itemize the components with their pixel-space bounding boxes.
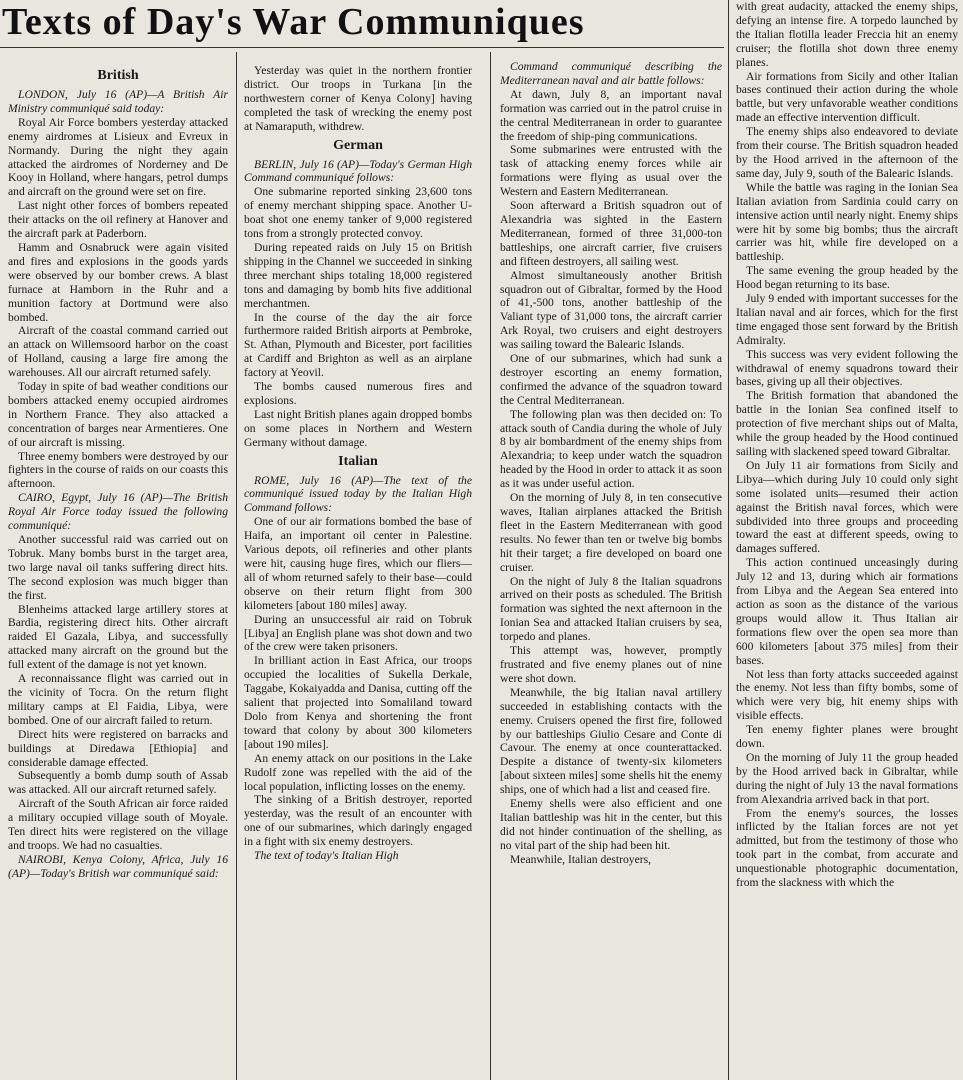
article-paragraph: Today in spite of bad weather conditions our bombers attacked enemy occupied airdromes in Northern France. They also attacked a concentration of barges near Armentieres. One of our aircraft is missing.: [8, 380, 228, 449]
article-paragraph: Enemy shells were also efficient and one Italian battleship was hit in the center, but this did not hinder continuation of the shelling, as no vital part of the ship had been hit.: [500, 797, 722, 852]
article-paragraph: Aircraft of the coastal command carried out an attack on Willemsoord harbor on the coast of Holland, causing a large fire among the warehouses. All our aircraft returned safely.: [8, 324, 228, 380]
dateline-paragraph: Command communiqué describing the Mediterranean naval and air battle follows:: [500, 60, 722, 87]
column-1-body: [8, 88, 228, 881]
column-4: [736, 0, 958, 1080]
column-3-body: [500, 60, 722, 867]
article-paragraph: One of our air formations bombed the base of Haifa, an important oil center in Palestine. Various depots, oil refineries and other plants were hit, causing huge fires, which our fliers—all of whom returned safely to their base—could observe on their return flight from 300 kilometers [about 180 miles] away.: [244, 515, 472, 612]
dateline-paragraph: ROME, July 16 (AP)—The text of the communiqué issued today by the Italian High Command follows:: [244, 473, 472, 515]
section-heading-italian: Italian: [338, 453, 378, 469]
article-paragraph: Last night other forces of bombers repeated their attacks on the oil refinery at Hanover and the aircraft park at Paderborn.: [8, 199, 228, 241]
section-heading-british: British: [97, 68, 139, 83]
article-paragraph: On the night of July 8 the Italian squadrons arrived on their posts as scheduled. The British formation was sighted the next afternoon in the Ionian Sea and attacked Italian cruisers by sea, torpedo and planes.: [500, 574, 722, 644]
dateline-paragraph: The text of today's Italian High: [254, 849, 399, 863]
article-paragraph: The British formation that abandoned the battle in the Ionian Sea confined itself to protection of five merchant ships out of Malta, while the group headed by the Hood continued sailing with slackened speed toward Gibraltar.: [736, 389, 958, 458]
column-divider: [490, 52, 491, 1080]
column-1: [8, 64, 228, 1080]
article-paragraph: During an unsuccessful air raid on Tobruk [Libya] an English plane was shot down and two of the crew were taken prisoners.: [244, 612, 472, 654]
article-paragraph: In brilliant action in East Africa, our troops occupied the localities of Sukella Derkale, Taggabe, Kokaiyadda and Danisa, cutting off the salient that projected into Somaliland toward Dolo from Kenya and shortening the front toward that colony by about 300 kilometers [about 190 miles].: [244, 654, 472, 751]
article-paragraph: Last night British planes again dropped bombs on some places in Northern and Western Germany without damage.: [244, 407, 472, 449]
article-paragraph: During repeated raids on July 15 on British shipping in the Channel we succeeded in sinking three merchant ships totaling 18,000 registered tons and damaging by bomb hits five additional merchantmen.: [244, 240, 472, 310]
article-paragraph: The enemy ships also endeavored to deviate from their course. The British squadron headed by the Hood arrived in the afternoon of the same day, July 9, south of the Balearic Islands.: [736, 125, 958, 180]
article-paragraph: The following plan was then decided on: To attack south of Candia during the whole of July 8 by air bombardment of the enemy ships from Alexandria; to keep under watch the squadron headed by the Hood in order to attack it as soon as it was under useful action.: [500, 407, 722, 491]
article-paragraph: Not less than forty attacks succeeded against the enemy. Not less than fifty bombs, some of which were very big, hit enemy ships with visible effects.: [736, 667, 958, 723]
article-paragraph: This success was very evident following the withdrawal of enemy squadrons toward their bases, giving up all their objectives.: [736, 347, 958, 389]
column-2: [244, 64, 472, 1080]
article-paragraph: While the battle was raging in the Ionian Sea Italian aviation from Sardinia could carry on intensive action until nearly night. Enemy ships were hit by some big bombs; thus the aircraft carrier was hit, while fire developed on a battleship.: [736, 180, 958, 264]
column-divider: [236, 52, 237, 1080]
dateline-paragraph: BERLIN, July 16 (AP)—Today's German High Command communiqué follows:: [244, 157, 472, 185]
column-2-italian-body: [244, 474, 472, 863]
headline-rule: [0, 47, 724, 48]
article-paragraph: Meanwhile, Italian destroyers,: [510, 852, 652, 866]
column-2-intro: [244, 64, 472, 134]
article-paragraph: Direct hits were registered on barracks and buildings at Diredawa [Ethiopia] and considerable damage effected.: [8, 727, 228, 769]
article-paragraph: Yesterday was quiet in the northern frontier district. Our troops in Turkana [in the northwestern corner of Kenya Colony] having completed the task of wrecking the enemy post at Namaraputh, withdrew.: [244, 64, 472, 133]
article-paragraph: Three enemy bombers were destroyed by our fighters in the course of raids on our coasts this afternoon.: [8, 449, 228, 491]
article-paragraph: Some submarines were entrusted with the task of attacking enemy forces while air formations were flying as usual over the Western and Eastern Mediterranean.: [500, 143, 722, 199]
column-divider: [728, 0, 729, 1080]
article-paragraph: Subsequently a bomb dump south of Assab was attacked. All our aircraft returned safely.: [8, 769, 228, 797]
article-paragraph: Hamm and Osnabruck were again visited and fires and explosions in the goods yards were observed by our bomber crews. A blast furnace at Hamborn in the Ruhr and a munition factory at Dortmund were also bombed.: [8, 240, 228, 324]
article-paragraph: On July 11 air formations from Sicily and Libya—which during July 10 could only sight some isolated units—resumed their action against the British naval forces, which were subdivided into three groups and proceeding toward the east at different speeds, owing to damages suffered.: [736, 458, 958, 556]
article-paragraph: On the morning of July 11 the group headed by the Hood arrived back in Gibraltar, while during the night of July 13 the naval formations from Alexandria arrived back in that port.: [736, 750, 958, 806]
article-paragraph: Another successful raid was carried out on Tobruk. Many bombs burst in the target area, two large naval oil tanks suffering direct hits. The second explosion was much bigger than the first.: [8, 533, 228, 602]
dateline-paragraph: LONDON, July 16 (AP)—A British Air Ministry communiqué said today:: [8, 88, 228, 115]
article-paragraph: One submarine reported sinking 23,600 tons of enemy merchant shipping space. Another U-boat shot one enemy tanker of 9,000 registered tons from a strongly protected convoy.: [244, 185, 472, 241]
article-paragraph: Ten enemy fighter planes were brought down.: [736, 723, 958, 751]
column-4-body: [736, 0, 958, 890]
article-paragraph: The sinking of a British destroyer, reported yesterday, was the result of an encounter with one of our submarines, which daringly engaged in a fight with six enemy destroyers.: [244, 793, 472, 849]
article-paragraph: On the morning of July 8, in ten consecutive waves, Italian airplanes attacked the British fleet in the Eastern Mediterranean with good results. No fewer than ten or twelve big bombs hit their target; a fire developed on board one cruiser.: [500, 491, 722, 574]
article-paragraph: Soon afterward a British squadron out of Alexandria was sighted in the Eastern Mediterranean, formed of three 31,000-ton battleships, one aircraft carrier, five cruisers and fifteen destroyers, all sailing west.: [500, 199, 722, 268]
section-heading-german: German: [333, 137, 383, 153]
article-paragraph: This attempt was, however, promptly frustrated and five enemy planes out of nine were shot down.: [500, 644, 722, 685]
article-paragraph: One of our submarines, which had sunk a destroyer escorting an enemy formation, confirmed the advance of the squadron toward the Central Mediterranean.: [500, 352, 722, 407]
article-paragraph: At dawn, July 8, an important naval formation was carried out in the patrol cruise in the central Mediterranean in order to guarantee the freedom of ship-ping communications.: [500, 87, 722, 143]
column-2-german-body: [244, 158, 472, 450]
article-paragraph: with great audacity, attacked the enemy ships, defying an intense fire. A torpedo launched by the Italian flotilla leader Freccia hit an enemy cruiser; the flotilla shot down three enemy planes.: [736, 0, 958, 69]
article-paragraph: This action continued unceasingly during July 12 and 13, during which air formations from Libya and the Aegean Sea entered into action as soon as the distance of the various groups would allow it. Thus Italian air formations flew over the open sea more than 600 kilometers [about 375 miles] from their bases.: [736, 556, 958, 667]
article-paragraph: An enemy attack on our positions in the Lake Rudolf zone was repelled with the aid of the local population, inflicting losses on the enemy.: [244, 751, 472, 793]
article-paragraph: Royal Air Force bombers yesterday attacked enemy airdromes at Lisieux and Evreux in Normandy. During the night they again attacked the airdromes of Norderney and De Kooy in Holland, where hangars, petrol dumps and aircraft on the ground were set on fire.: [8, 115, 228, 199]
article-paragraph: Meanwhile, the big Italian naval artillery succeeded in establishing contacts with the enemy. Cruisers opened the first fire, followed by our battleships Giulio Cesare and Conte di Cavour. The enemy at once counterattacked. Despite a distance of twenty-six kilometers [about sixteen miles] some shells hit the enemy ships, one of which had a list and ceased fire.: [500, 685, 722, 797]
article-paragraph: The same evening the group headed by the Hood began returning to its base.: [736, 264, 958, 292]
article-paragraph: In the course of the day the air force furthermore raided British airports at Pembroke, St. Athan, Plymouth and Bicester, port facilities at Cardiff and Brighton as well as an airplane factory at Yeovil.: [244, 310, 472, 380]
article-paragraph: From the enemy's sources, the losses inflicted by the Italian forces are not yet admitted, but from the testimony of those who took part in the combat, from accurate and unquestionable photographic documentation, from the slackness with which the: [736, 806, 958, 890]
article-paragraph: Aircraft of the South African air force raided a military occupied village south of Moyale. Ten direct hits were registered on the village and troops. We had no casualties.: [8, 797, 228, 852]
article-paragraph: The bombs caused numerous fires and explosions.: [244, 380, 472, 407]
article-paragraph: Air formations from Sicily and other Italian bases continued their action during the whole battle, but very unfavorable weather conditions made an effective intervention difficult.: [736, 69, 958, 125]
column-3: [500, 60, 722, 1080]
page-headline: Texts of Day's War Communiques: [2, 1, 585, 43]
dateline-paragraph: CAIRO, Egypt, July 16 (AP)—The British Royal Air Force today issued the following communiqué:: [8, 491, 228, 533]
article-paragraph: Blenheims attacked large artillery stores at Bardia, registering direct hits. Other aircraft raided El Gazala, Libya, and successfully attacked many aircraft on the ground but the full extent of the damage is not yet known.: [8, 602, 228, 672]
article-paragraph: Almost simultaneously another British squadron out of Gibraltar, formed by the Hood of 41,-500 tons, another battleship of the Valiant type of 31,000 tons, the aircraft carrier Ark Royal, two cruisers and eight destroyers was sailing toward the Balearic Islands.: [500, 268, 722, 352]
article-paragraph: A reconnaissance flight was carried out in the vicinity of Tocra. On the return flight military camps at El Faidia, Libya, were bombed. One of our aircraft failed to return.: [8, 672, 228, 727]
article-paragraph: July 9 ended with important successes for the Italian naval and air forces, which for the first time engaged those sent forward by the British Admiralty.: [736, 292, 958, 347]
dateline-paragraph: NAIROBI, Kenya Colony, Africa, July 16 (AP)—Today's British war communiqué said:: [8, 852, 228, 880]
